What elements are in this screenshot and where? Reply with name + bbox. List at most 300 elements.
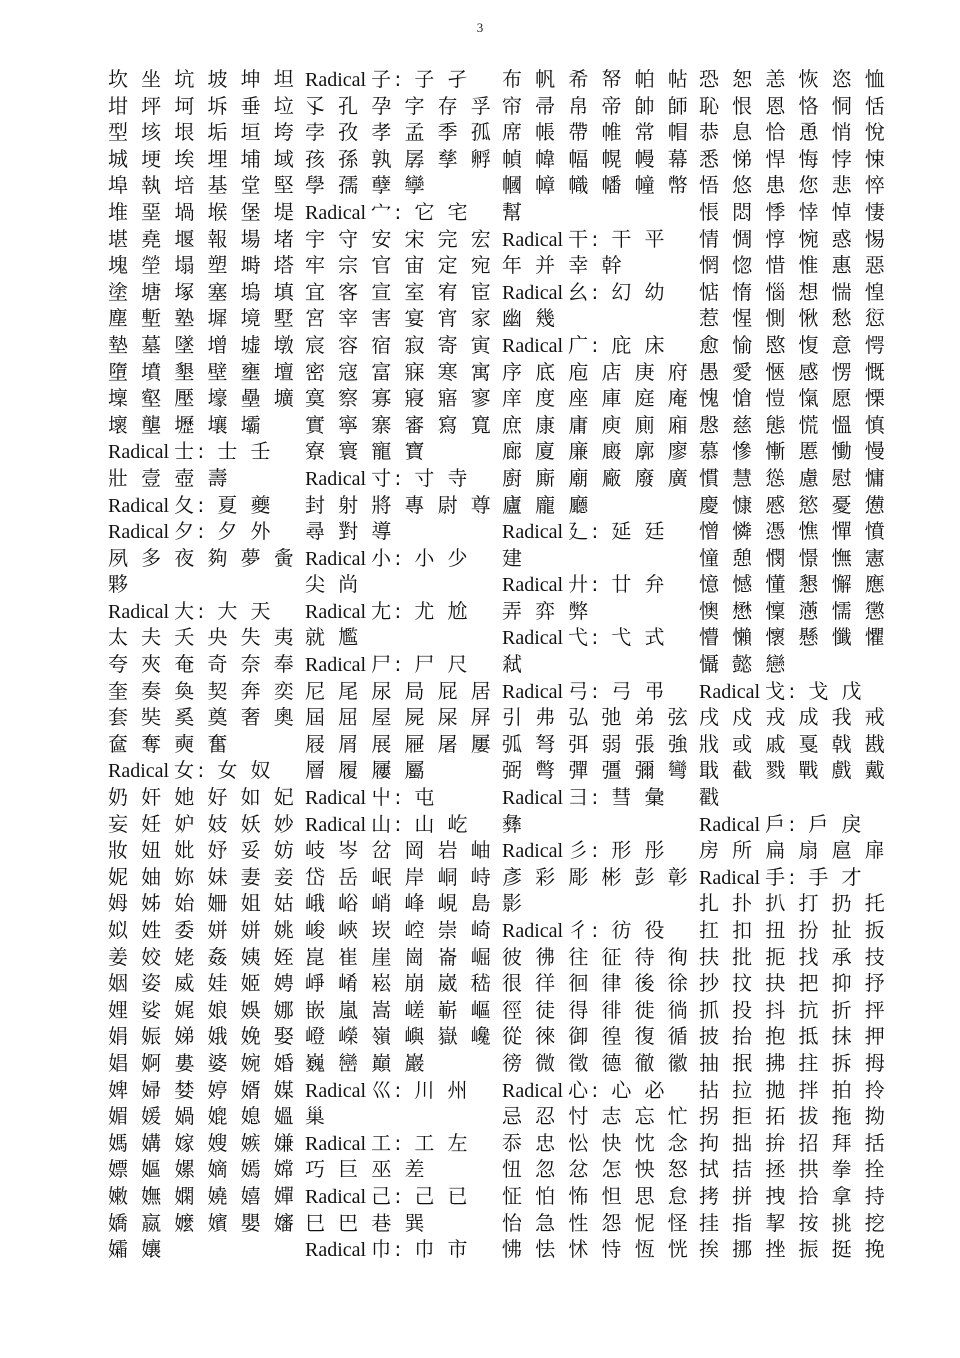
radical-label: Radical bbox=[502, 627, 569, 650]
character-list: 披 抬 抱 抵 抹 押 bbox=[699, 1024, 889, 1049]
character-row bbox=[502, 252, 699, 279]
radical-heading bbox=[502, 624, 699, 651]
character-list: 密 寇 富 寐 寒 寓 bbox=[305, 359, 495, 384]
radical-label: Radical bbox=[502, 1079, 569, 1102]
character-list: 孩 孫 孰 孱 孳 孵 bbox=[305, 146, 495, 171]
character-row bbox=[305, 119, 502, 146]
radical-label: Radical bbox=[108, 600, 175, 623]
radical-label: Radical bbox=[502, 787, 569, 810]
radical-label: Radical bbox=[502, 228, 569, 251]
page-number: 3 bbox=[476, 20, 484, 35]
character-row bbox=[699, 465, 896, 492]
character-list: 慶 慷 慼 慾 憂 憊 bbox=[699, 492, 889, 517]
character-row bbox=[108, 864, 305, 891]
character-row bbox=[699, 731, 896, 758]
radical-heading bbox=[502, 837, 699, 864]
character-list: 孀 孃 bbox=[108, 1237, 165, 1262]
character-list: 塊 塋 塌 塑 塒 塔 bbox=[108, 253, 298, 278]
character-list: 拷 拼 拽 拾 拿 持 bbox=[699, 1183, 889, 1208]
character-list: 坎 坐 坑 坡 坤 坦 bbox=[108, 67, 298, 91]
radical-heading bbox=[502, 917, 699, 944]
character-row bbox=[108, 226, 305, 253]
character-row bbox=[699, 146, 896, 173]
character-list: 封 射 將 專 尉 尊 bbox=[305, 492, 495, 517]
radical-label: Radical bbox=[305, 201, 372, 224]
character-row bbox=[108, 1210, 305, 1237]
character-row bbox=[108, 651, 305, 678]
character-list: 懾 懿 戀 bbox=[699, 652, 789, 677]
character-list: 嫖 嫗 嫘 嫡 嫣 嫦 bbox=[108, 1157, 298, 1182]
character-row bbox=[502, 890, 699, 917]
character-list: 惦 惰 惱 想 惴 惶 bbox=[699, 279, 889, 304]
character-row bbox=[502, 811, 699, 838]
character-list: 城 埂 埃 埋 埔 域 bbox=[108, 146, 298, 171]
character-list: 岱 岳 岷 岸 峒 峙 bbox=[305, 864, 495, 889]
radical-heading bbox=[305, 1236, 502, 1263]
radical-label: Radical bbox=[502, 281, 569, 304]
character-list: 奎 奏 奐 契 奔 奕 bbox=[108, 678, 298, 703]
character-list: 實 寧 寨 審 寫 寬 bbox=[305, 412, 495, 437]
character-row bbox=[699, 837, 896, 864]
character-row bbox=[699, 917, 896, 944]
character-list: 戢 截 戮 戰 戲 戴 bbox=[699, 758, 889, 783]
character-list: 帘 帚 帛 帝 帥 師 bbox=[502, 93, 692, 118]
character-row bbox=[305, 890, 502, 917]
character-list: 庶 康 庸 庾 廁 廂 bbox=[502, 412, 692, 437]
character-row bbox=[699, 571, 896, 598]
character-row bbox=[502, 1130, 699, 1157]
radical-label: Radical bbox=[305, 600, 372, 623]
radical-heading bbox=[502, 784, 699, 811]
character-list: 嫩 嫵 嫻 嬈 嬉 嬋 bbox=[108, 1183, 298, 1208]
radical-characters: 大: 大 天 bbox=[174, 598, 274, 623]
character-row bbox=[502, 704, 699, 731]
character-list: 悟 悠 患 您 悲 悴 bbox=[699, 173, 889, 198]
character-row bbox=[305, 864, 502, 891]
radical-label: Radical bbox=[108, 760, 175, 783]
radical-label: Radical bbox=[502, 840, 569, 863]
character-list: 妝 妞 妣 妤 妥 妨 bbox=[108, 838, 298, 863]
character-row bbox=[305, 252, 502, 279]
character-row bbox=[108, 199, 305, 226]
character-list: 學 孺 孽 孿 bbox=[305, 173, 428, 198]
character-row bbox=[108, 252, 305, 279]
character-row bbox=[699, 1130, 896, 1157]
character-list: 惘 惚 惜 惟 惠 惡 bbox=[699, 253, 889, 278]
character-row bbox=[108, 1156, 305, 1183]
character-row bbox=[108, 624, 305, 651]
radical-label: Radical bbox=[305, 1185, 372, 1208]
radical-heading bbox=[305, 1077, 502, 1104]
character-list: 牢 宗 官 宙 定 宛 bbox=[305, 253, 495, 278]
character-row bbox=[699, 385, 896, 412]
character-row bbox=[305, 332, 502, 359]
character-list: 憎 憐 憑 憔 憚 憤 bbox=[699, 519, 889, 544]
radical-index-columns bbox=[108, 66, 889, 1263]
character-list: 懵 懶 懷 懸 懺 懼 bbox=[699, 625, 889, 650]
character-row bbox=[305, 997, 502, 1024]
character-row bbox=[502, 1183, 699, 1210]
character-list: 愚 愛 愜 感 愣 慨 bbox=[699, 359, 889, 384]
radical-label: Radical bbox=[502, 680, 569, 703]
character-list: 峻 峽 崁 崆 崇 崎 bbox=[305, 918, 495, 942]
character-list: 席 帳 帶 帷 常 帽 bbox=[502, 120, 692, 145]
radical-characters: 寸: 寸 寺 bbox=[371, 465, 471, 490]
character-list: 層 履 屨 屬 bbox=[305, 758, 428, 783]
radical-characters: 戈: 戈 戊 bbox=[765, 678, 865, 703]
character-row bbox=[108, 1236, 305, 1263]
character-row bbox=[699, 199, 896, 226]
character-row bbox=[502, 305, 699, 332]
radical-characters: 手: 手 才 bbox=[765, 864, 865, 889]
character-row bbox=[108, 784, 305, 811]
character-row bbox=[108, 545, 305, 572]
character-row bbox=[699, 598, 896, 625]
character-list: 崢 崤 崧 崩 崴 嵇 bbox=[305, 971, 495, 996]
character-row bbox=[699, 1236, 896, 1263]
character-list: 壈 壑 壓 壕 壘 壙 bbox=[108, 386, 298, 411]
character-list: 彼 彿 往 征 待 徇 bbox=[502, 944, 692, 969]
character-list: 惹 惺 惻 愀 愁 愆 bbox=[699, 306, 889, 331]
character-row bbox=[699, 252, 896, 279]
character-list: 娟 娠 娣 娥 娩 娶 bbox=[108, 1024, 298, 1049]
character-list: 尋 對 導 bbox=[305, 519, 395, 544]
character-row bbox=[699, 997, 896, 1024]
radical-characters: 士: 士 壬 bbox=[174, 439, 274, 464]
character-row bbox=[502, 1023, 699, 1050]
character-row bbox=[305, 172, 502, 199]
character-row bbox=[699, 66, 896, 93]
character-list: 夥 bbox=[108, 572, 132, 597]
character-list: 懊 懋 懍 懣 懦 懲 bbox=[699, 598, 889, 623]
radical-heading bbox=[502, 678, 699, 705]
character-list: 廚 廝 廟 廠 廢 廣 bbox=[502, 465, 692, 490]
character-row bbox=[699, 1023, 896, 1050]
character-row bbox=[305, 518, 502, 545]
character-list: 埠 執 培 基 堂 堅 bbox=[108, 173, 298, 198]
radical-characters: 山: 山 屹 bbox=[371, 811, 471, 836]
character-row bbox=[699, 890, 896, 917]
radical-label: Radical bbox=[305, 654, 372, 677]
character-list: 姒 姓 委 姘 姘 姚 bbox=[108, 918, 298, 942]
character-list: 徬 微 徵 德 徹 徽 bbox=[502, 1050, 692, 1075]
character-row bbox=[699, 784, 896, 811]
character-row bbox=[502, 731, 699, 758]
character-list: 房 所 扁 扇 扈 扉 bbox=[699, 838, 889, 863]
character-row bbox=[305, 279, 502, 306]
character-list: 夙 多 夜 夠 夢 夤 bbox=[108, 545, 298, 570]
character-row bbox=[699, 545, 896, 572]
character-list: 挨 挪 挫 振 挺 挽 bbox=[699, 1237, 889, 1262]
character-row bbox=[502, 1103, 699, 1130]
character-row bbox=[108, 172, 305, 199]
character-list: 巢 bbox=[305, 1104, 329, 1129]
character-list: 屐 屑 展 屜 屠 屢 bbox=[305, 731, 495, 756]
character-list: 就 尷 bbox=[305, 625, 362, 650]
character-row bbox=[305, 1050, 502, 1077]
character-list: 壞 壟 壢 壤 壩 bbox=[108, 412, 265, 437]
character-row bbox=[699, 438, 896, 465]
radical-label: Radical bbox=[699, 680, 766, 703]
character-list: 尖 尚 bbox=[305, 572, 362, 597]
character-row bbox=[305, 571, 502, 598]
radical-characters: 弓: 弓 弔 bbox=[568, 678, 668, 703]
character-row bbox=[699, 359, 896, 386]
character-list: 寞 察 寡 寢 寤 寥 bbox=[305, 386, 495, 411]
character-row bbox=[502, 944, 699, 971]
character-row bbox=[699, 757, 896, 784]
character-row bbox=[502, 1050, 699, 1077]
character-row bbox=[699, 1050, 896, 1077]
character-list: 恥 恨 恩 恪 恫 恬 bbox=[699, 93, 889, 118]
character-list: 憶 憾 懂 懇 懈 應 bbox=[699, 572, 889, 597]
character-list: 戳 bbox=[699, 785, 723, 810]
character-list: 坩 坪 坷 坼 垂 垃 bbox=[108, 93, 298, 118]
character-row bbox=[108, 837, 305, 864]
radical-heading bbox=[699, 678, 896, 705]
character-row bbox=[108, 1130, 305, 1157]
character-row bbox=[502, 66, 699, 93]
character-row bbox=[699, 332, 896, 359]
radical-label: Radical bbox=[305, 69, 372, 91]
character-row bbox=[699, 412, 896, 439]
character-list: 弒 bbox=[502, 652, 526, 677]
character-list: 堆 堊 堝 堠 堡 堤 bbox=[108, 199, 298, 224]
character-row bbox=[502, 199, 699, 226]
character-row bbox=[305, 438, 502, 465]
character-row bbox=[108, 571, 305, 598]
character-row bbox=[108, 944, 305, 971]
character-row bbox=[305, 385, 502, 412]
radical-label: Radical bbox=[699, 866, 766, 889]
character-list: 套 奘 奚 奠 奢 奧 bbox=[108, 705, 298, 730]
radical-characters: 弋: 弋 式 bbox=[568, 625, 668, 650]
character-list: 恭 息 恰 恿 悄 悅 bbox=[699, 120, 889, 145]
character-row bbox=[305, 731, 502, 758]
character-list: 型 垓 垠 垢 垣 垮 bbox=[108, 120, 298, 145]
character-row bbox=[502, 93, 699, 120]
character-list: 孛 孜 孝 孟 季 孤 bbox=[305, 120, 495, 145]
character-list: 忸 忽 忿 怎 怏 怒 bbox=[502, 1157, 692, 1182]
character-list: 墮 墳 墾 壁 壅 壇 bbox=[108, 359, 298, 384]
character-list: 愧 愴 愷 愾 愿 慄 bbox=[699, 386, 889, 411]
character-row bbox=[699, 305, 896, 332]
character-list: 徑 徒 得 徘 徙 徜 bbox=[502, 997, 692, 1022]
radical-heading bbox=[502, 332, 699, 359]
radical-heading bbox=[502, 279, 699, 306]
character-row bbox=[699, 492, 896, 519]
character-list: 拐 拒 拓 拔 拖 拗 bbox=[699, 1104, 889, 1129]
character-list: 很 徉 徊 律 後 徐 bbox=[502, 971, 692, 996]
character-list: 廬 龐 廳 bbox=[502, 492, 592, 517]
character-list: 妮 妯 妳 妹 妻 妾 bbox=[108, 864, 298, 889]
radical-label: Radical bbox=[305, 1079, 372, 1102]
character-list: 奶 奸 她 好 如 妃 bbox=[108, 785, 298, 810]
character-list: 媚 媛 媧 媲 媳 媼 bbox=[108, 1104, 298, 1129]
character-list: 宸 容 宿 寂 寄 寅 bbox=[305, 332, 495, 357]
character-list: 宇 守 安 宋 完 宏 bbox=[305, 226, 495, 251]
character-row bbox=[108, 146, 305, 173]
character-row bbox=[502, 864, 699, 891]
character-list: 屆 屈 屋 屍 屎 屏 bbox=[305, 705, 495, 730]
character-row bbox=[305, 678, 502, 705]
character-row bbox=[108, 704, 305, 731]
character-row bbox=[305, 226, 502, 253]
character-list: 建 bbox=[502, 545, 526, 570]
radical-label: Radical bbox=[108, 441, 175, 464]
character-row bbox=[108, 93, 305, 120]
character-list: 堪 堯 堰 報 場 堵 bbox=[108, 226, 298, 251]
character-list: 弄 弈 弊 bbox=[502, 598, 592, 623]
radical-characters: 幺: 幻 幼 bbox=[568, 279, 668, 304]
character-row bbox=[502, 545, 699, 572]
character-list: 宜 客 宣 室 宥 宦 bbox=[305, 279, 495, 304]
character-list: 妄 妊 妒 妓 妖 妙 bbox=[108, 811, 298, 836]
radical-heading bbox=[305, 199, 502, 226]
character-row bbox=[699, 944, 896, 971]
radical-label: Radical bbox=[108, 494, 175, 517]
character-row bbox=[108, 279, 305, 306]
character-row bbox=[502, 412, 699, 439]
character-list: 嶝 嶸 嶺 嶼 嶽 巉 bbox=[305, 1024, 495, 1049]
radical-characters: 工: 工 左 bbox=[371, 1130, 471, 1155]
column-1 bbox=[108, 66, 305, 1263]
character-list: 婢 婦 婪 婷 婿 媒 bbox=[108, 1077, 298, 1102]
column-4 bbox=[699, 66, 896, 1263]
character-list: 崑 崔 崖 崗 崙 崛 bbox=[305, 944, 495, 969]
character-row bbox=[108, 731, 305, 758]
radical-heading bbox=[305, 811, 502, 838]
character-list: 恐 恕 恙 恢 恣 恤 bbox=[699, 67, 889, 91]
character-list: 扎 扑 扒 打 扔 托 bbox=[699, 891, 889, 916]
radical-heading bbox=[699, 811, 896, 838]
radical-heading bbox=[305, 465, 502, 492]
character-row bbox=[699, 93, 896, 120]
character-list: 娼 婀 婁 婆 婉 婚 bbox=[108, 1050, 298, 1075]
character-list: 姻 姿 威 娃 姬 娉 bbox=[108, 971, 298, 996]
radical-characters: 夂: 夏 夔 bbox=[174, 492, 274, 517]
character-row bbox=[699, 1210, 896, 1237]
character-list: 媽 媾 嫁 嫂 嫉 嫌 bbox=[108, 1130, 298, 1155]
character-row bbox=[305, 704, 502, 731]
radical-heading bbox=[108, 518, 305, 545]
character-list: 悉 悌 悍 悔 悖 悚 bbox=[699, 146, 889, 171]
radical-heading bbox=[305, 1130, 502, 1157]
character-list: 弼 彆 彈 彊 彌 彎 bbox=[502, 758, 692, 783]
character-row bbox=[699, 1103, 896, 1130]
character-row bbox=[699, 1156, 896, 1183]
character-list: 墊 墓 墜 增 墟 墩 bbox=[108, 332, 298, 357]
character-list: 奩 奪 奭 奮 bbox=[108, 731, 231, 756]
character-row bbox=[108, 119, 305, 146]
radical-label: Radical bbox=[502, 920, 569, 942]
radical-characters: 夕: 夕 外 bbox=[174, 519, 274, 544]
radical-label: Radical bbox=[502, 334, 569, 357]
radical-label: Radical bbox=[305, 1239, 372, 1262]
character-list: 拭 拮 拯 拱 拳 拴 bbox=[699, 1157, 889, 1182]
character-list: 扶 批 扼 找 承 技 bbox=[699, 944, 889, 969]
character-row bbox=[502, 465, 699, 492]
character-list: 抄 抆 抉 把 抑 抒 bbox=[699, 971, 889, 996]
character-row bbox=[502, 970, 699, 997]
radical-heading bbox=[108, 598, 305, 625]
character-row bbox=[108, 890, 305, 917]
character-list: 姜 姣 姥 姦 姨 姪 bbox=[108, 944, 298, 969]
character-list: 宮 宰 害 宴 宵 家 bbox=[305, 306, 495, 331]
character-row bbox=[699, 1077, 896, 1104]
character-row bbox=[699, 172, 896, 199]
character-row bbox=[108, 997, 305, 1024]
radical-characters: 屮: 屯 bbox=[371, 785, 438, 810]
radical-characters: 彡: 形 彤 bbox=[568, 838, 668, 863]
radical-characters: 彐: 彗 彙 bbox=[568, 785, 668, 810]
character-list: 岐 岑 岔 岡 岩 岫 bbox=[305, 838, 495, 863]
character-list: 年 并 幸 幹 bbox=[502, 253, 625, 278]
character-list: 戕 或 戚 戛 戟 戡 bbox=[699, 731, 889, 756]
radical-heading bbox=[305, 598, 502, 625]
character-row bbox=[502, 757, 699, 784]
radical-label: Radical bbox=[305, 787, 372, 810]
character-list: 太 夫 夭 央 失 夷 bbox=[108, 625, 298, 650]
radical-heading bbox=[502, 571, 699, 598]
character-list: 幗 幛 幟 幡 幢 幣 bbox=[502, 173, 692, 198]
character-row bbox=[108, 305, 305, 332]
character-list: 嬌 嬴 嬤 嬪 嬰 嬸 bbox=[108, 1210, 298, 1235]
character-row bbox=[502, 997, 699, 1024]
character-list: 拈 拉 拋 拌 拍 拎 bbox=[699, 1077, 889, 1102]
radical-heading bbox=[305, 66, 502, 93]
radical-heading bbox=[108, 757, 305, 784]
radical-label: Radical bbox=[699, 813, 766, 836]
radical-heading bbox=[699, 864, 896, 891]
character-row bbox=[502, 438, 699, 465]
radical-characters: 心: 心 必 bbox=[568, 1077, 668, 1102]
character-list: 愈 愉 愍 愎 意 愕 bbox=[699, 332, 889, 357]
character-list: 抽 抿 拂 拄 拆 拇 bbox=[699, 1050, 889, 1075]
character-row bbox=[699, 279, 896, 306]
character-row bbox=[502, 119, 699, 146]
character-list: 怫 怯 怵 恃 恆 恍 bbox=[502, 1237, 692, 1262]
character-row bbox=[305, 944, 502, 971]
character-row bbox=[305, 93, 502, 120]
character-list: 怔 怕 怖 怛 思 怠 bbox=[502, 1183, 692, 1208]
column-3 bbox=[502, 66, 699, 1263]
character-list: 弧 弩 弭 弱 張 強 bbox=[502, 731, 692, 756]
character-list: 庠 度 座 庫 庭 庵 bbox=[502, 386, 692, 411]
character-row bbox=[502, 385, 699, 412]
radical-characters: 女: 女 奴 bbox=[174, 758, 274, 783]
character-list: 布 帆 希 帑 帕 帖 bbox=[502, 67, 692, 91]
character-row bbox=[108, 1050, 305, 1077]
character-list: 巳 巴 巷 巽 bbox=[305, 1210, 428, 1235]
radical-heading bbox=[502, 518, 699, 545]
radical-heading bbox=[305, 651, 502, 678]
radical-heading bbox=[305, 784, 502, 811]
character-row bbox=[305, 970, 502, 997]
character-row bbox=[502, 1236, 699, 1263]
character-list: 彝 bbox=[502, 811, 526, 836]
character-list: 塵 塹 塾 墀 境 墅 bbox=[108, 306, 298, 331]
character-list: 寮 寰 寵 寶 bbox=[305, 439, 428, 464]
character-list: 幀 幃 幅 幌 幔 幕 bbox=[502, 146, 692, 171]
character-row bbox=[699, 119, 896, 146]
character-list: 影 bbox=[502, 891, 526, 916]
radical-characters: 廴: 延 廷 bbox=[568, 519, 668, 544]
character-list: 挂 指 挈 按 挑 挖 bbox=[699, 1210, 889, 1235]
character-list: 尼 尾 尿 局 屁 居 bbox=[305, 678, 495, 703]
character-row bbox=[502, 598, 699, 625]
character-list: 扛 扣 扭 扮 扯 扳 bbox=[699, 918, 889, 942]
